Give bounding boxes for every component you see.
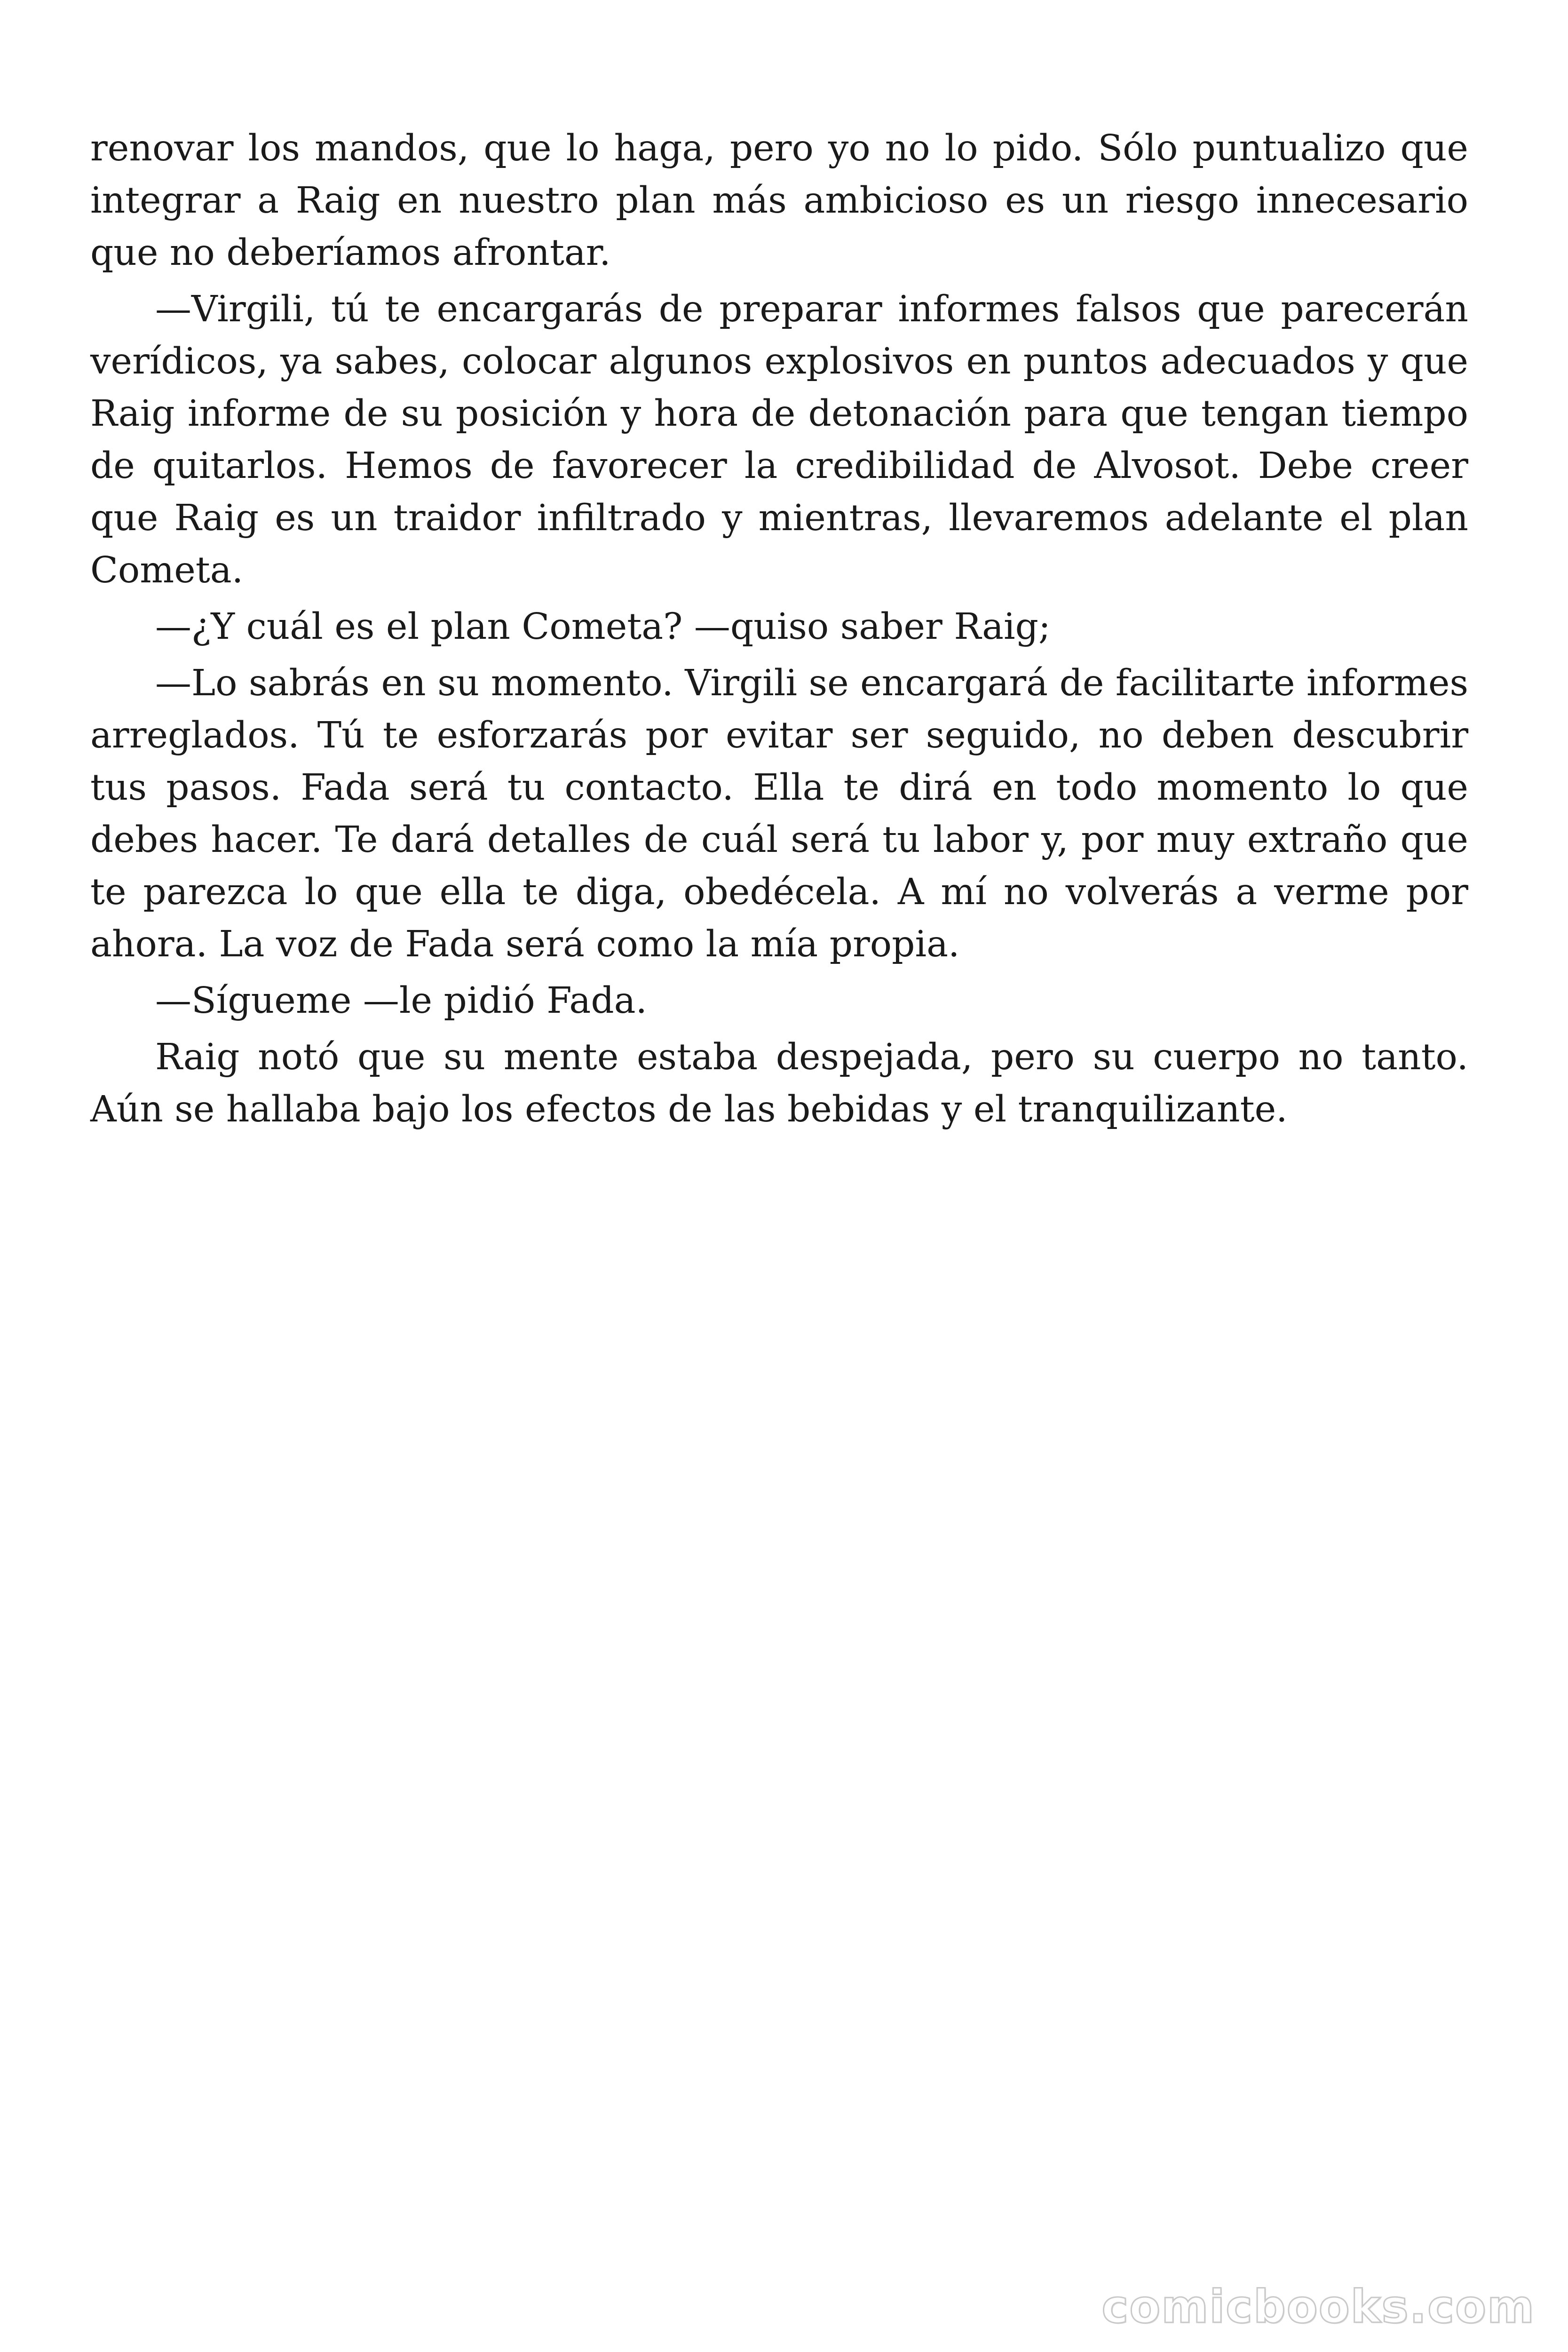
paragraph: —Virgili, tú te encargarás de preparar informes falsos que parecerán verídicos, ya sabes, colocar algunos explosivos en puntos adecuados y que Raig informe de su posición y hora de detonación para que tengan tiempo de quitarlos. Hemos de favorecer la credibilidad de Alvosot. Debe creer que Raig es un traidor infiltrado y mientras, llevaremos adelante el plan Cometa. (90, 288, 1468, 591)
body-text (90, 122, 1468, 1140)
watermark: comicbooks.com (1101, 2280, 1535, 2333)
paragraph: Raig notó que su mente estaba despejada, pero su cuerpo no tanto. Aún se hallaba bajo los efectos de las bebidas y el tranquilizante. (90, 1036, 1468, 1130)
paragraph: renovar los mandos, que lo haga, pero yo no lo pido. Sólo puntualizo que integrar a Raig en nuestro plan más ambicioso es un riesgo innecesario que no deberíamos afrontar. (90, 127, 1468, 274)
paragraph: —¿Y cuál es el plan Cometa? —quiso saber Raig; (155, 606, 1051, 648)
paragraph: —Sígueme —le pidió Fada. (155, 980, 648, 1022)
paragraph: —Lo sabrás en su momento. Virgili se encargará de facilitarte informes arreglados. Tú te esforzarás por evitar ser seguido, no deben descubrir tus pasos. Fada será tu contacto. Ella te dirá en todo momento lo que debes hacer. Te dará detalles de cuál será tu labor y, por muy extraño que te parezca lo que ella te diga, obedécela. A mí no volverás a verme por ahora. La voz de Fada será como la mía propia. (90, 662, 1468, 965)
